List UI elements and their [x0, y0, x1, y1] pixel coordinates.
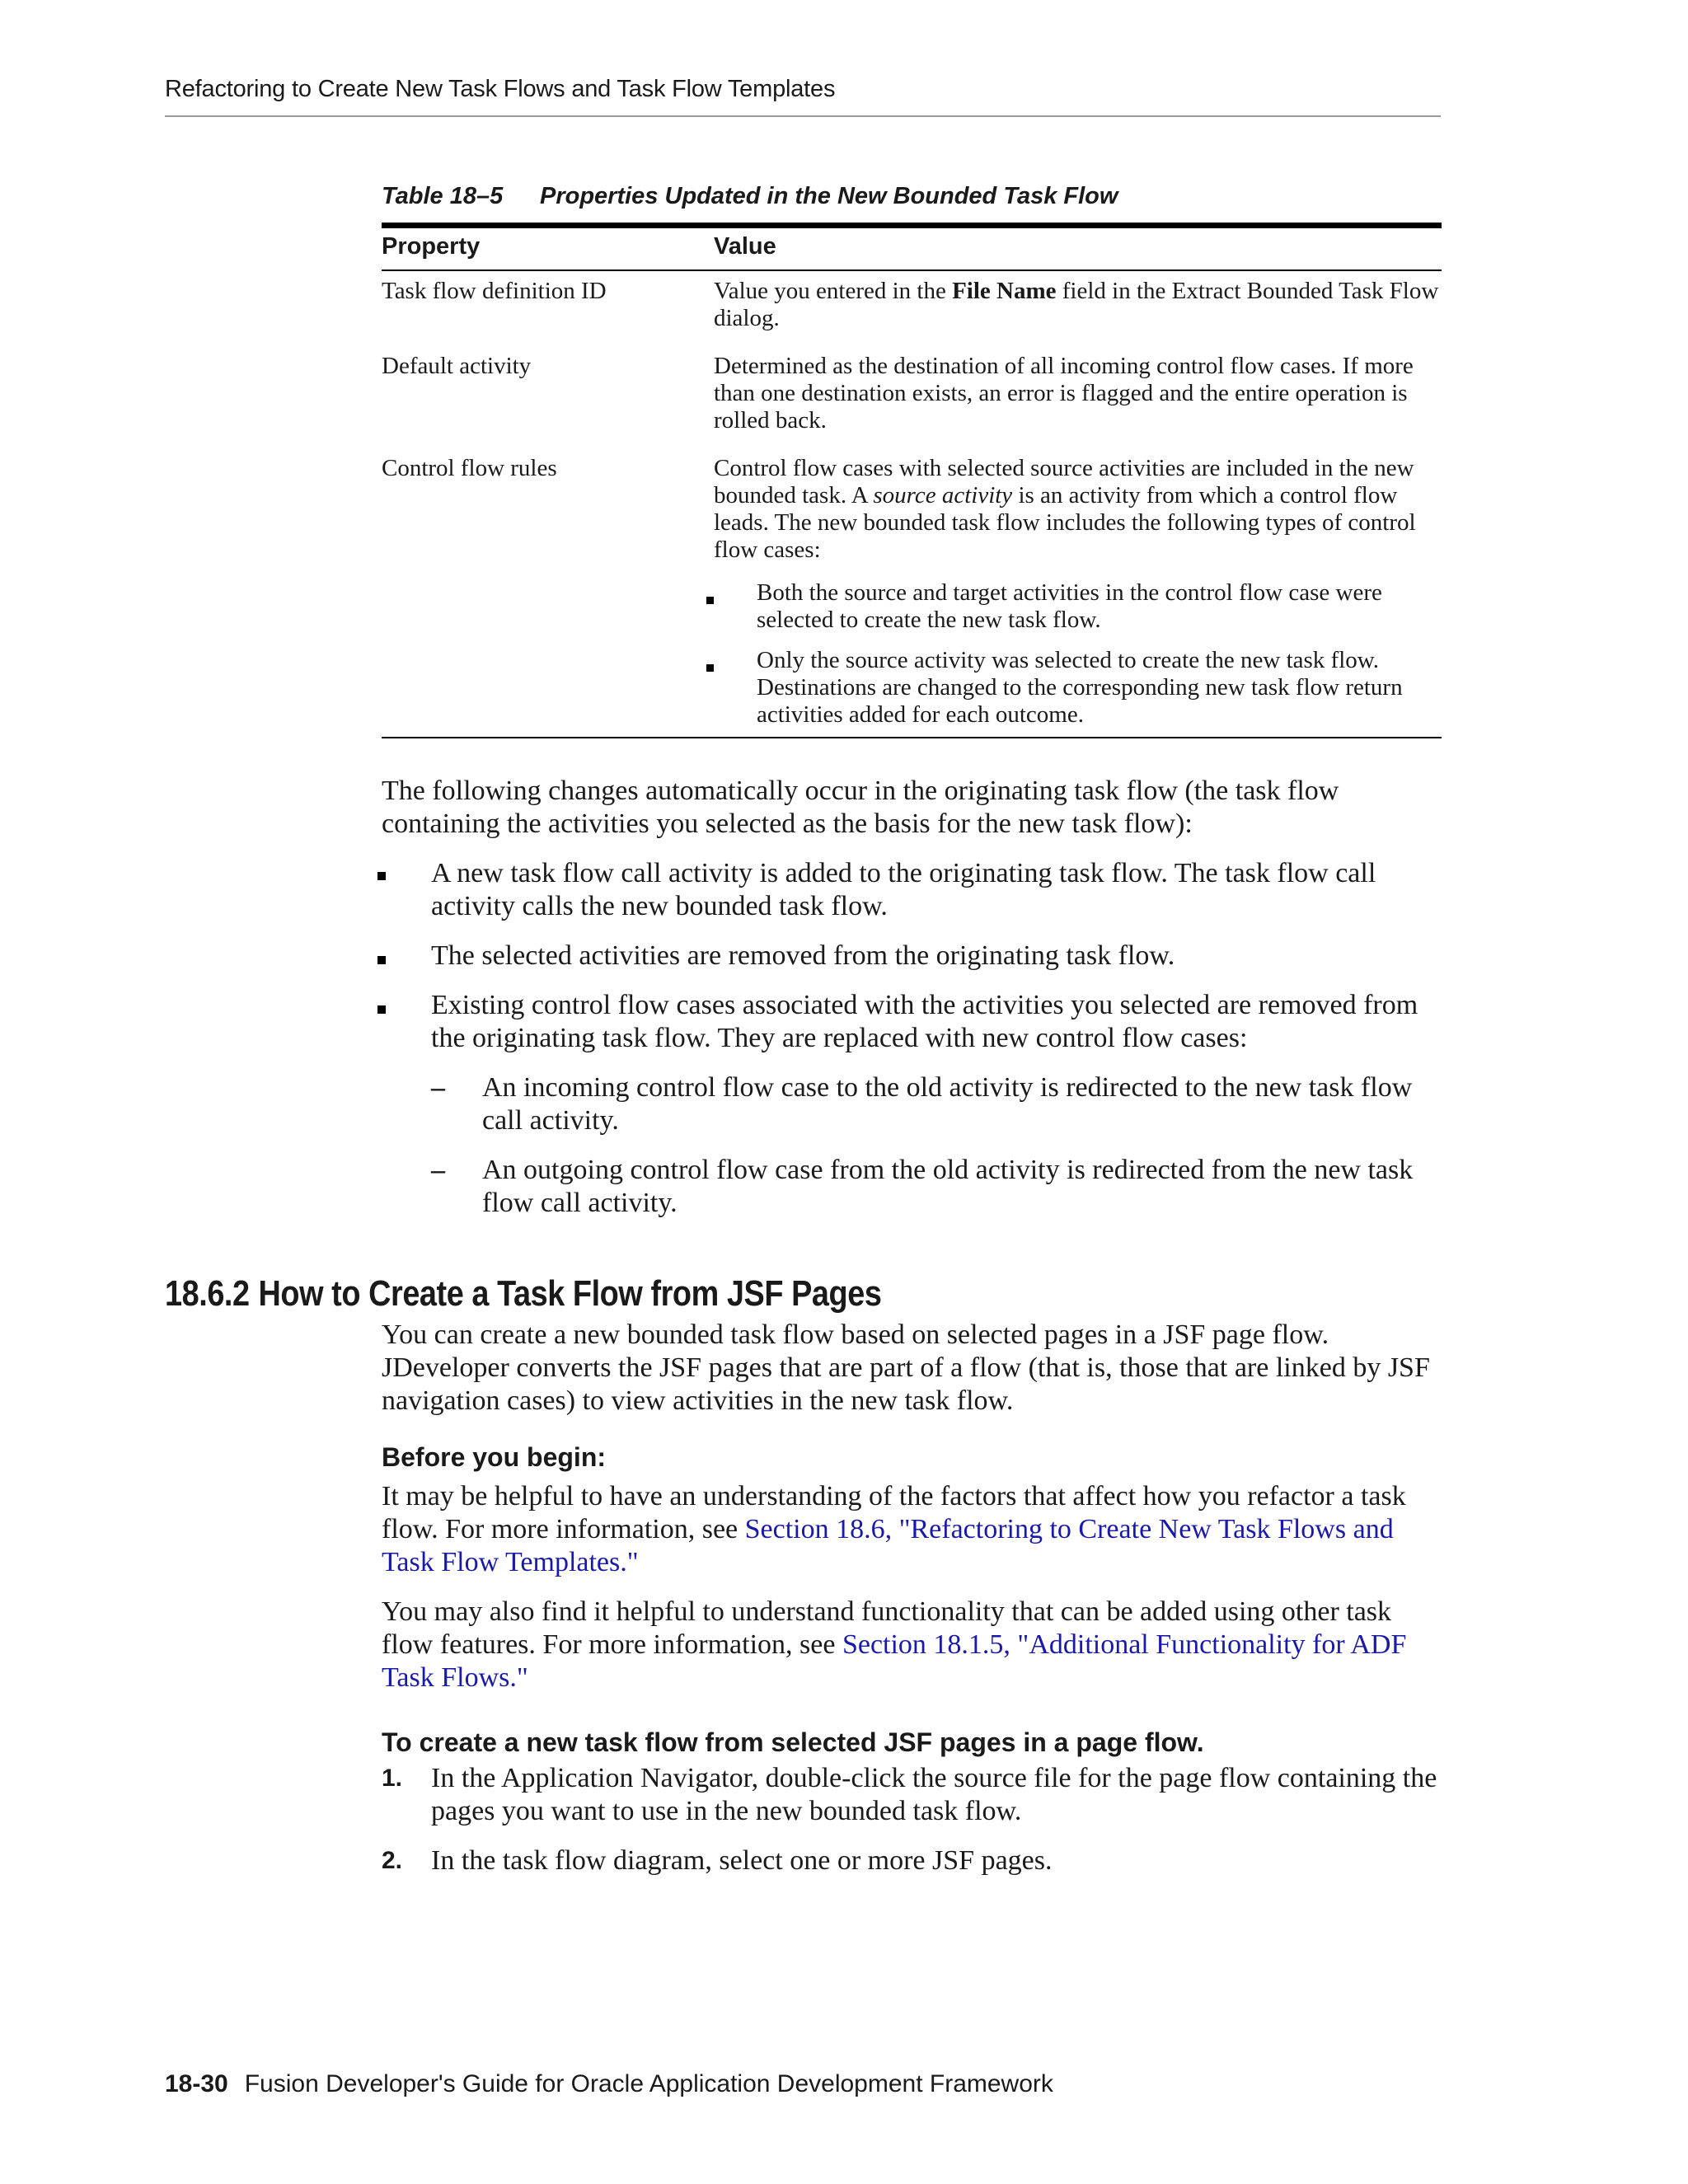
before-you-begin-paragraph — [382, 1480, 1445, 1579]
table-cell-property: Default activity — [382, 353, 532, 379]
table-cell-property: Control flow rules — [382, 455, 557, 481]
section-number: 18.6.2 — [165, 1273, 250, 1314]
table-cell-value — [714, 455, 1439, 564]
procedure-heading: To create a new task flow from selected JSF pages in a page flow. — [382, 1727, 1204, 1757]
section-intro-paragraph: You can create a new bounded task flow based on selected pages in a JSF page flow. JDeveloper converts the JSF pages that are part of a flow (that is, those that are linked by JSF navigation cases) to view activities in the new task flow. — [382, 1319, 1430, 1416]
table-caption-number: Table 18–5 — [382, 183, 504, 209]
intro-paragraph: The following changes automatically occur in the originating task flow (the task flow containing the activities you selected as the basis for the new task flow): — [382, 776, 1339, 839]
table-bottom-rule — [382, 737, 1442, 738]
step-text: In the Application Navigator, double-click the source file for the page flow containing the pages you want to use in the new bounded task flow. — [431, 1763, 1437, 1826]
list-item: The selected activities are removed from the originating task flow. — [431, 940, 1175, 971]
list-item: A new task flow call activity is added to the originating task flow. The task flow call activity calls the new bounded task flow. — [431, 858, 1376, 921]
before-you-begin-paragraph — [382, 1596, 1445, 1694]
bullet-square-icon — [377, 1005, 386, 1014]
value-text: Value you entered in the — [714, 278, 953, 304]
table-caption-title: Properties Updated in the New Bounded Task Flow — [540, 183, 1118, 209]
page-footer — [165, 2070, 1053, 2098]
table-header-rule — [382, 269, 1442, 271]
bullet-square-icon — [706, 597, 714, 604]
list-item: Existing control flow cases associated with the activities you selected are removed from the originating task flow. They are replaced with new control flow cases: — [431, 990, 1418, 1053]
table-cell-property: Task flow definition ID — [382, 278, 607, 304]
page-number: 18-30 — [165, 2070, 228, 2097]
sub-list-item: An incoming control flow case to the old activity is redirected to the new task flow call activity. — [482, 1072, 1413, 1136]
table-cell-value: Determined as the destination of all incoming control flow cases. If more than one destination exists, an error is flagged and the entire operation is rolled back. — [714, 353, 1414, 434]
step-number: 1. — [382, 1765, 403, 1792]
section-18-6-link[interactable]: Section 18.6, "Refactoring to Create New Task Flows and Task Flow Templates." — [382, 1514, 1394, 1577]
section-heading — [165, 1273, 881, 1315]
value-text: field in the Extract Bounded Task Flow dialog. — [714, 278, 1439, 331]
table-cell-value — [714, 278, 1439, 332]
section-title: How to Create a Task Flow from JSF Pages — [258, 1273, 882, 1314]
value-bold-field-name: File Name — [952, 278, 1057, 304]
running-header: Refactoring to Create New Task Flows and Task Flow Templates — [165, 76, 836, 102]
bullet-square-icon — [706, 664, 714, 672]
table-bullet-item: Both the source and target activities in the control flow case were selected to create the new task flow. — [757, 579, 1382, 633]
step-number: 2. — [382, 1847, 403, 1874]
paragraph-text: It may be helpful to have an understanding of the factors that affect how you refactor a task flow. For more information, see — [382, 1481, 1406, 1544]
section-18-1-5-link[interactable]: Section 18.1.5, "Additional Functionality for ADF Task Flows." — [382, 1629, 1407, 1693]
value-text: Control flow cases with selected source activities are included in the new bounded task. A — [714, 455, 1414, 509]
sub-list-item: An outgoing control flow case from the old activity is redirected from the new task flow call activity. — [482, 1155, 1414, 1218]
book-title: Fusion Developer's Guide for Oracle Application Development Framework — [244, 2070, 1053, 2097]
header-rule — [165, 115, 1441, 117]
table-header-property: Property — [382, 233, 481, 260]
table-top-rule — [382, 223, 1442, 228]
value-italic-term: source activity — [873, 482, 1013, 509]
dash-icon: – — [431, 1072, 445, 1103]
paragraph-text: You may also find it helpful to understand functionality that can be added using other task flow features. For more information, see — [382, 1596, 1392, 1660]
table-header-value: Value — [714, 233, 776, 260]
table-bullet-item: Only the source activity was selected to create the new task flow. Destinations are changed to the corresponding new task flow return activities added for each outcome. — [757, 647, 1403, 728]
bullet-square-icon — [377, 872, 386, 880]
value-text: is an activity from which a control flow leads. The new bounded task flow includes the following types of control flow cases: — [714, 482, 1416, 563]
table-caption — [382, 183, 1118, 210]
bullet-square-icon — [377, 956, 386, 964]
before-you-begin-heading: Before you begin: — [382, 1442, 607, 1472]
dash-icon: – — [431, 1155, 445, 1185]
step-text: In the task flow diagram, select one or more JSF pages. — [431, 1845, 1053, 1876]
